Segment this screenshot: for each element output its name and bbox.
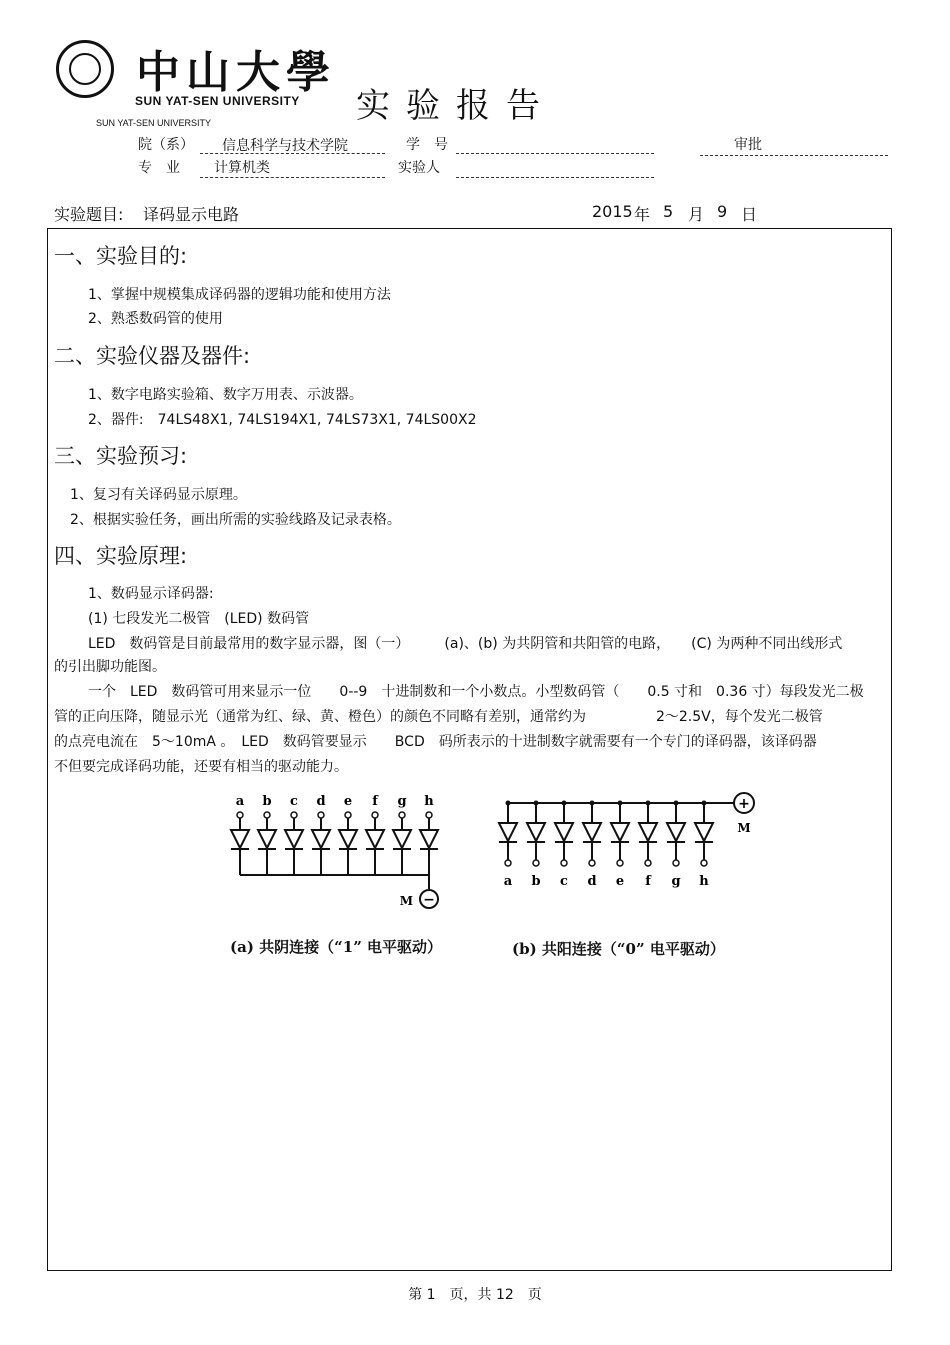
principle-paragraph-line: LED 数码管是目前最常用的数字显示器，图（一） (a)、(b) 为共阴管和共阳管的电路， (C) 为两种不同出线形式 [88,636,843,652]
led-diode [285,830,303,848]
major-underline [200,177,385,178]
led-diode [393,830,411,848]
segment-label: d [316,794,326,809]
led-connection-diagram [200,785,780,915]
principle-paragraph-line: 的点亮电流在 5～10mA 。 LED 数码管要显示 BCD 码所表示的十进制数字就需要有一个专门的译码器，该译码器 [54,734,817,750]
principle-paragraph-line: 一个 LED 数码管可用来显示一位 0--9 十进制数和一个小数点。小型数码管（ 0.5 寸和 0.36 寸）每段发光二极 [88,684,864,700]
plus-sign: + [738,796,750,812]
minus-sign: − [423,892,435,908]
equipment-item: 2、器件: 74LS48X1, 74LS194X1, 74LS73X1, 74LS00X2 [88,412,477,428]
terminal-dot [345,812,351,818]
date-year-unit: 年 [634,205,651,224]
terminal-dot [533,860,539,866]
principle-paragraph-line: 管的正向压降，随显示光（通常为红、绿、黄、橙色）的颜色不同略有差别，通常约为 2～2.5V，每个发光二极管 [54,709,823,725]
segment-label: h [699,874,709,889]
caption-common-anode: (b) 共阳连接（“0” 电平驱动） [512,940,725,958]
led-diode [420,830,438,848]
terminal-label: M [737,821,751,835]
date-month: 5 [663,202,674,221]
terminal-dot [561,860,567,866]
major-label: 专 业 [138,160,180,176]
experimenter-underline [456,177,654,178]
segment-label: h [424,794,434,809]
date-month-unit: 月 [688,205,705,224]
topic-label: 实验题目: [54,205,124,224]
university-seal-logo [56,40,114,98]
section-purpose-title: 一、实验目的: [54,244,188,268]
terminal-dot [645,860,651,866]
principle-paragraph-line: 不但要完成译码功能，还要有相当的驱动能力。 [54,759,348,775]
section-principle-title: 四、实验原理: [54,544,188,568]
terminal-label: M [399,894,413,908]
terminal-dot [426,812,432,818]
led-diode [258,830,276,848]
segment-label: b [262,794,272,809]
segment-label: c [560,874,568,889]
approval-underline [700,155,888,156]
segment-label: e [343,794,353,809]
terminal-dot [673,860,679,866]
segment-label: e [615,874,625,889]
dept-underline [200,153,385,154]
page-footer: 第 1 页，共 12 页 [408,1287,542,1303]
preview-item: 2、根据实验任务，画出所需的实验线路及记录表格。 [70,512,401,528]
terminal-dot [264,812,270,818]
principle-subheading: 1、数码显示译码器: [88,586,214,602]
university-name-cn: 中山大學 [136,47,336,98]
segment-label: c [290,794,298,809]
led-diode [366,830,384,848]
segment-label: f [645,874,651,889]
student-id-underline [456,153,654,154]
led-diode [339,830,357,848]
date-day: 9 [717,202,728,221]
led-diode [695,823,713,841]
led-diode [639,823,657,841]
led-diode [583,823,601,841]
date-year: 2015 [592,202,633,221]
terminal-dot [701,860,707,866]
segment-label: f [372,794,378,809]
terminal-dot [237,812,243,818]
terminal-dot [505,860,511,866]
terminal-dot [291,812,297,818]
purpose-item: 2、熟悉数码管的使用 [88,311,223,327]
dept-label: 院（系） [138,137,194,153]
led-diode [555,823,573,841]
led-diode [499,823,517,841]
segment-label: a [235,794,245,809]
section-equipment-title: 二、实验仪器及器件: [54,344,251,368]
equipment-item: 1、数字电路实验箱、数字万用表、示波器。 [88,387,363,403]
led-diode [231,830,249,848]
terminal-dot [318,812,324,818]
led-diode [667,823,685,841]
led-diode [611,823,629,841]
topic-value: 译码显示电路 [143,205,240,224]
approval-label: 审批 [734,137,762,153]
preview-item: 1、复习有关译码显示原理。 [70,487,247,503]
terminal-dot [617,860,623,866]
experimenter-label: 实验人 [398,160,440,176]
led-diode [312,830,330,848]
terminal-dot [589,860,595,866]
principle-paragraph-line: 的引出脚功能图。 [54,659,166,675]
led-diode [527,823,545,841]
student-id-label: 学 号 [406,137,448,153]
date-day-unit: 日 [741,205,758,224]
section-preview-title: 三、实验预习: [54,444,188,468]
segment-label: b [531,874,541,889]
terminal-dot [372,812,378,818]
caption-common-cathode: (a) 共阴连接（“1” 电平驱动） [230,938,443,956]
university-name-en: SUN YAT-SEN UNIVERSITY [135,94,300,108]
report-title: 实验报告 [356,86,556,126]
segment-label: d [587,874,597,889]
terminal-dot [399,812,405,818]
major-value: 计算机类 [214,160,270,176]
university-name-en-small: SUN YAT-SEN UNIVERSITY [96,118,212,128]
purpose-item: 1、掌握中规模集成译码器的逻辑功能和使用方法 [88,287,391,303]
segment-label: g [671,874,681,889]
segment-label: g [397,794,407,809]
segment-label: a [503,874,513,889]
principle-subheading: (1) 七段发光二极管 (LED) 数码管 [88,611,310,627]
dept-value: 信息科学与技术学院 [222,138,348,154]
